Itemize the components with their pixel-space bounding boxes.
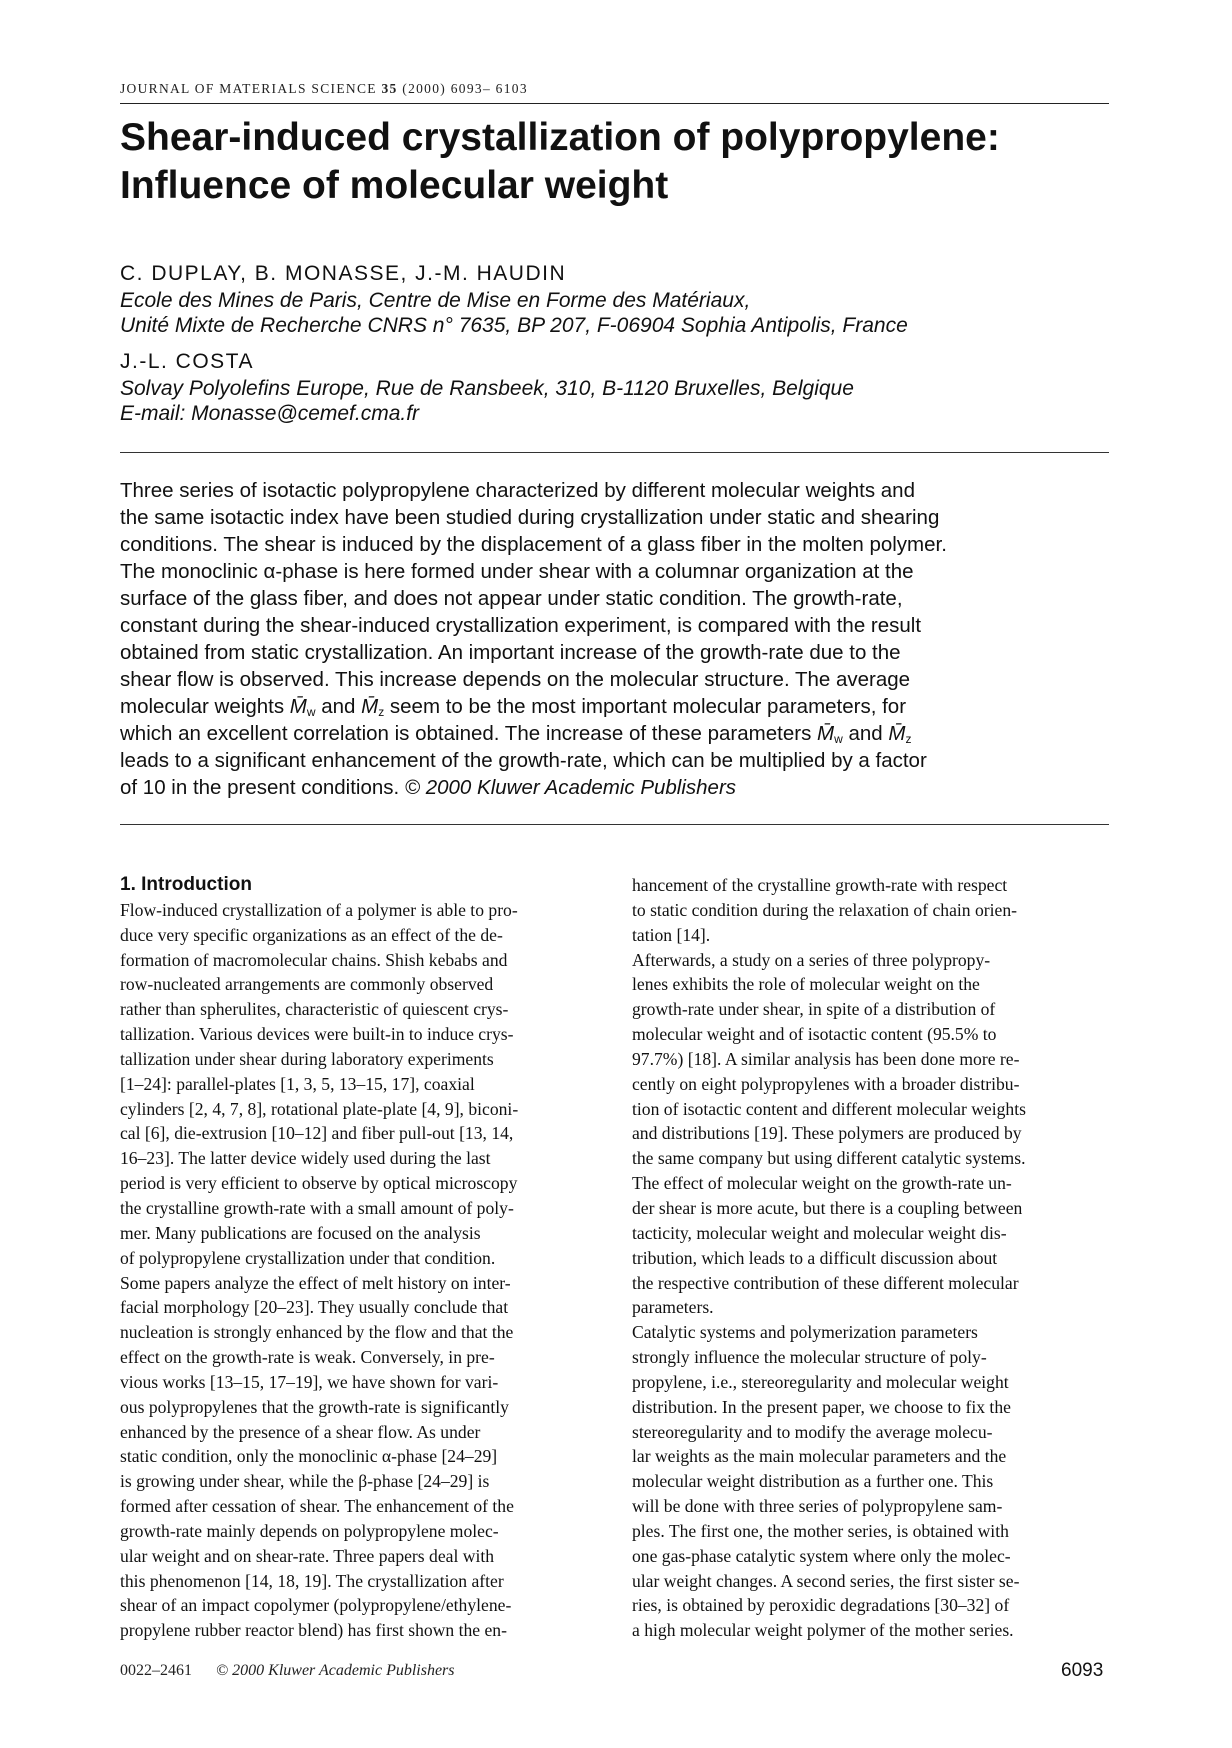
abstract-bottom-rule [120,824,1109,825]
abstract-line: leads to a significant enhancement of the growth-rate, which can be multiplied by a factor [120,749,927,772]
text-line: strongly influence the molecular structure of poly- [632,1347,987,1368]
text-line: nucleation is strongly enhanced by the flow and that the [120,1322,514,1343]
mw-subscript: w [306,705,316,719]
footer-left [120,1662,455,1680]
affiliation-1 [120,288,908,338]
text-line: 97.7%) [18]. A similar analysis has been done more re- [632,1048,1020,1069]
text-line: period is very efficient to observe by optical microscopy [120,1173,518,1194]
text-line: Afterwards, a study on a series of three polypropy- [632,949,991,970]
text-line: Flow-induced crystallization of a polymer is able to pro- [120,899,518,920]
text-line: and distributions [19]. These polymers are produced by [632,1123,1022,1144]
affiliation-line: Solvay Polyolefins Europe, Rue de Ransbeek, 310, B-1120 Bruxelles, Belgique [120,377,854,400]
right-column [632,873,1107,1643]
paper-title [120,114,1120,210]
abstract-line: conditions. The shear is induced by the displacement of a glass fiber in the molten polymer. [120,533,947,556]
text-line: Some papers analyze the effect of melt history on inter- [120,1272,511,1293]
text-line: hancement of the crystalline growth-rate with respect [632,875,1008,895]
text-line: the crystalline growth-rate with a small amount of poly- [120,1197,514,1218]
running-head [120,81,528,97]
authors-group-2: J.-L. COSTA [120,350,254,373]
affiliation-line: Ecole des Mines de Paris, Centre de Mise en Forme des Matériaux, [120,289,751,312]
abstract-copyright: © 2000 Kluwer Academic Publishers [404,776,737,799]
text-line: growth-rate mainly depends on polypropylene molec- [120,1520,499,1541]
abstract-text: seem to be the most important molecular parameters, for [384,695,907,718]
abstract-text: which an excellent correlation is obtained. The increase of these parameters [120,722,818,745]
text-line: tation [14]. [632,924,711,945]
text-line: effect on the growth-rate is weak. Conversely, in pre- [120,1347,495,1368]
abstract [120,477,1120,801]
text-line: molecular weight distribution as a further one. This [632,1471,994,1492]
text-line: [1–24]: parallel-plates [1, 3, 5, 13–15, 17], coaxial [120,1073,475,1094]
abstract-text: of 10 in the present conditions. [120,776,405,799]
mz-subscript: z [905,732,912,746]
text-line: cal [6], die-extrusion [10–12] and fiber pull-out [13, 14, [120,1123,514,1144]
page-number: 6093 [1061,1660,1104,1681]
text-line: formation of macromolecular chains. Shish kebabs and [120,949,508,970]
abstract-line: Three series of isotactic polypropylene characterized by different molecular weights and [120,479,915,502]
text-line: The effect of molecular weight on the growth-rate un- [632,1173,1012,1194]
text-line: cylinders [2, 4, 7, 8], rotational plate-plate [4, 9], biconi- [120,1098,519,1119]
text-line: parameters. [632,1297,714,1318]
text-line: tallization. Various devices were built-in to induce crys- [120,1024,514,1045]
text-line: static condition, only the monoclinic α-phase [24–29] [120,1446,498,1467]
text-line: formed after cessation of shear. The enhancement of the [120,1496,514,1517]
journal-name: JOURNAL OF MATERIALS SCIENCE [120,81,377,96]
text-line: 16–23]. The latter device widely used during the last [120,1148,491,1169]
left-column [120,873,595,1643]
text-line: propylene, i.e., stereoregularity and molecular weight [632,1371,1009,1392]
mz-symbol: M̄ [361,695,379,718]
mw-symbol: M̄ [289,695,307,718]
text-line: shear of an impact copolymer (polypropylene/ethylene- [120,1595,512,1616]
issn: 0022–2461 [120,1662,192,1679]
text-line: growth-rate under shear, in spite of a distribution of [632,999,996,1020]
text-line: lar weights as the main molecular parameters and the [632,1446,1007,1467]
text-line: is growing under shear, while the β-phase [24–29] is [120,1471,490,1492]
text-line: this phenomenon [14, 18, 19]. The crystallization after [120,1570,504,1591]
text-line: facial morphology [20–23]. They usually conclude that [120,1297,509,1318]
authors-group-1: C. DUPLAY, B. MONASSE, J.-M. HAUDIN [120,262,567,285]
abstract-line: obtained from static crystallization. An important increase of the growth-rate due to the [120,641,901,664]
abstract-text: and [842,722,889,745]
text-line: Catalytic systems and polymerization parameters [632,1322,978,1343]
abstract-line [120,693,1120,720]
abstract-line [120,720,1120,747]
text-line: one gas-phase catalytic system where only the molec- [632,1545,1011,1566]
mz-subscript: z [378,705,385,719]
text-line: tallization under shear during laboratory experiments [120,1048,494,1069]
abstract-line: shear flow is observed. This increase depends on the molecular structure. The average [120,668,911,691]
text-line: lenes exhibits the role of molecular weight on the [632,974,980,995]
left-column-body [120,898,595,1643]
text-line: a high molecular weight polymer of the mother series. [632,1620,1014,1641]
text-line: enhanced by the presence of a shear flow. As under [120,1421,481,1442]
journal-volume: 35 [381,81,398,96]
text-line: stereoregularity and to modify the average molecu- [632,1421,993,1442]
abstract-line: surface of the glass fiber, and does not appear under static condition. The growth-rate, [120,587,903,610]
affiliation-line: Unité Mixte de Recherche CNRS n° 7635, BP 207, F-06904 Sophia Antipolis, France [120,314,908,337]
text-line: vious works [13–15, 17–19], we have shown for vari- [120,1371,499,1392]
text-line: the respective contribution of these different molecular [632,1272,1019,1293]
abstract-top-rule [120,452,1109,453]
abstract-line [120,774,1120,801]
text-line: mer. Many publications are focused on the analysis [120,1222,481,1243]
text-line: of polypropylene crystallization under that condition. [120,1247,496,1268]
abstract-text: and [315,695,362,718]
journal-year-pages: (2000) 6093– 6103 [402,81,528,96]
text-line: will be done with three series of polypropylene sam- [632,1496,1003,1517]
abstract-line: The monoclinic α-phase is here formed under shear with a columnar organization at the [120,560,914,583]
text-line: tion of isotactic content and different molecular weights [632,1098,1026,1119]
text-line: propylene rubber reactor blend) has first shown the en- [120,1620,507,1641]
text-line: to static condition during the relaxation of chain orien- [632,899,1017,920]
text-line: duce very specific organizations as an effect of the de- [120,924,503,945]
affiliation-2 [120,376,854,426]
mw-symbol: M̄ [817,722,835,745]
text-line: distribution. In the present paper, we choose to fix the [632,1396,1011,1417]
abstract-text: molecular weights [120,695,290,718]
abstract-line: the same isotactic index have been studied during crystallization under static and shearing [120,506,940,529]
title-line: Influence of molecular weight [120,164,669,207]
title-line: Shear-induced crystallization of polypropylene: [120,116,1000,159]
text-line: der shear is more acute, but there is a coupling between [632,1197,1023,1218]
abstract-line: constant during the shear-induced crystallization experiment, is compared with the result [120,614,922,637]
text-line: cently on eight polypropylenes with a broader distribu- [632,1073,1020,1094]
text-line: row-nucleated arrangements are commonly observed [120,974,494,995]
text-line: ries, is obtained by peroxidic degradations [30–32] of [632,1595,1010,1616]
right-column-body [632,873,1107,1643]
text-line: ular weight changes. A second series, the first sister se- [632,1570,1020,1591]
mz-symbol: M̄ [888,722,906,745]
text-line: rather than spherulites, characteristic of quiescent crys- [120,999,509,1020]
text-line: ous polypropylenes that the growth-rate is significantly [120,1396,509,1417]
text-line: tacticity, molecular weight and molecular weight dis- [632,1222,1007,1243]
mw-subscript: w [834,732,843,746]
text-line: ples. The first one, the mother series, is obtained with [632,1520,1009,1541]
section-heading: 1. Introduction [120,874,252,895]
text-line: the same company but using different catalytic systems. [632,1148,1026,1169]
header-rule [120,103,1109,104]
text-line: ular weight and on shear-rate. Three papers deal with [120,1545,495,1566]
text-line: molecular weight and of isotactic content (95.5% to [632,1024,997,1045]
email-address: E-mail: Monasse@cemef.cma.fr [120,402,420,425]
footer-copyright: © 2000 Kluwer Academic Publishers [216,1662,455,1679]
text-line: tribution, which leads to a difficult discussion about [632,1247,998,1268]
